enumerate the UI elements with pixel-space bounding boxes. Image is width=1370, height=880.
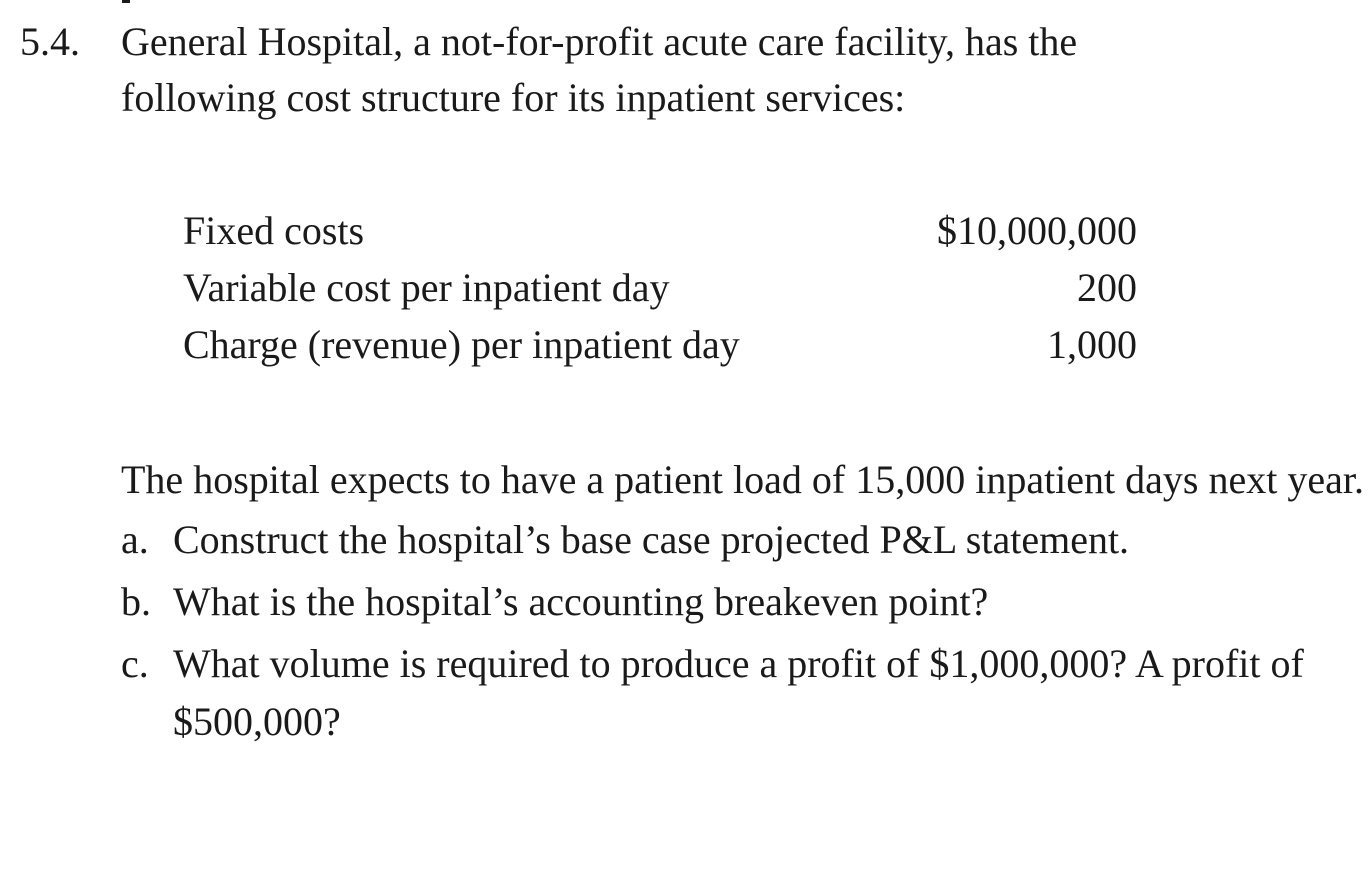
cost-value: $10,000,000 <box>937 208 1137 253</box>
question-letter: b. <box>121 579 151 624</box>
question-a <box>121 511 1365 569</box>
problem-intro: General Hospital, a not-for-profit acute care facility, has the following cost structure for its inpatient services: <box>121 19 1078 120</box>
cost-value: 200 <box>1077 265 1137 310</box>
question-text: What volume is required to produce a profit of $1,000,000? A profit of $500,000? <box>173 641 1304 744</box>
question-text: What is the hospital’s accounting breakeven point? <box>173 579 989 624</box>
cost-row-fixed-costs <box>183 202 1137 259</box>
cost-structure-table <box>183 202 1137 373</box>
cost-row-variable-cost <box>183 259 1137 316</box>
question-c <box>121 635 1365 751</box>
cost-row-charge <box>183 316 1137 373</box>
cost-label: Charge (revenue) per inpatient day <box>183 322 740 367</box>
patient-load-expectation: The hospital expects to have a patient load of 15,000 inpatient days next year. <box>121 457 1364 502</box>
question-text: Construct the hospital’s base case projected P&L statement. <box>173 517 1130 562</box>
question-b <box>121 573 1365 631</box>
cost-label: Variable cost per inpatient day <box>183 265 670 310</box>
question-letter: a. <box>121 517 149 562</box>
cost-label: Fixed costs <box>183 208 365 253</box>
problem-number: 5.4. <box>20 19 80 64</box>
question-letter: c. <box>121 641 149 686</box>
cost-value: 1,000 <box>1047 322 1137 367</box>
question-list <box>121 511 1365 751</box>
top-edge-mark <box>122 0 130 3</box>
problem-5-4 <box>20 14 1365 755</box>
